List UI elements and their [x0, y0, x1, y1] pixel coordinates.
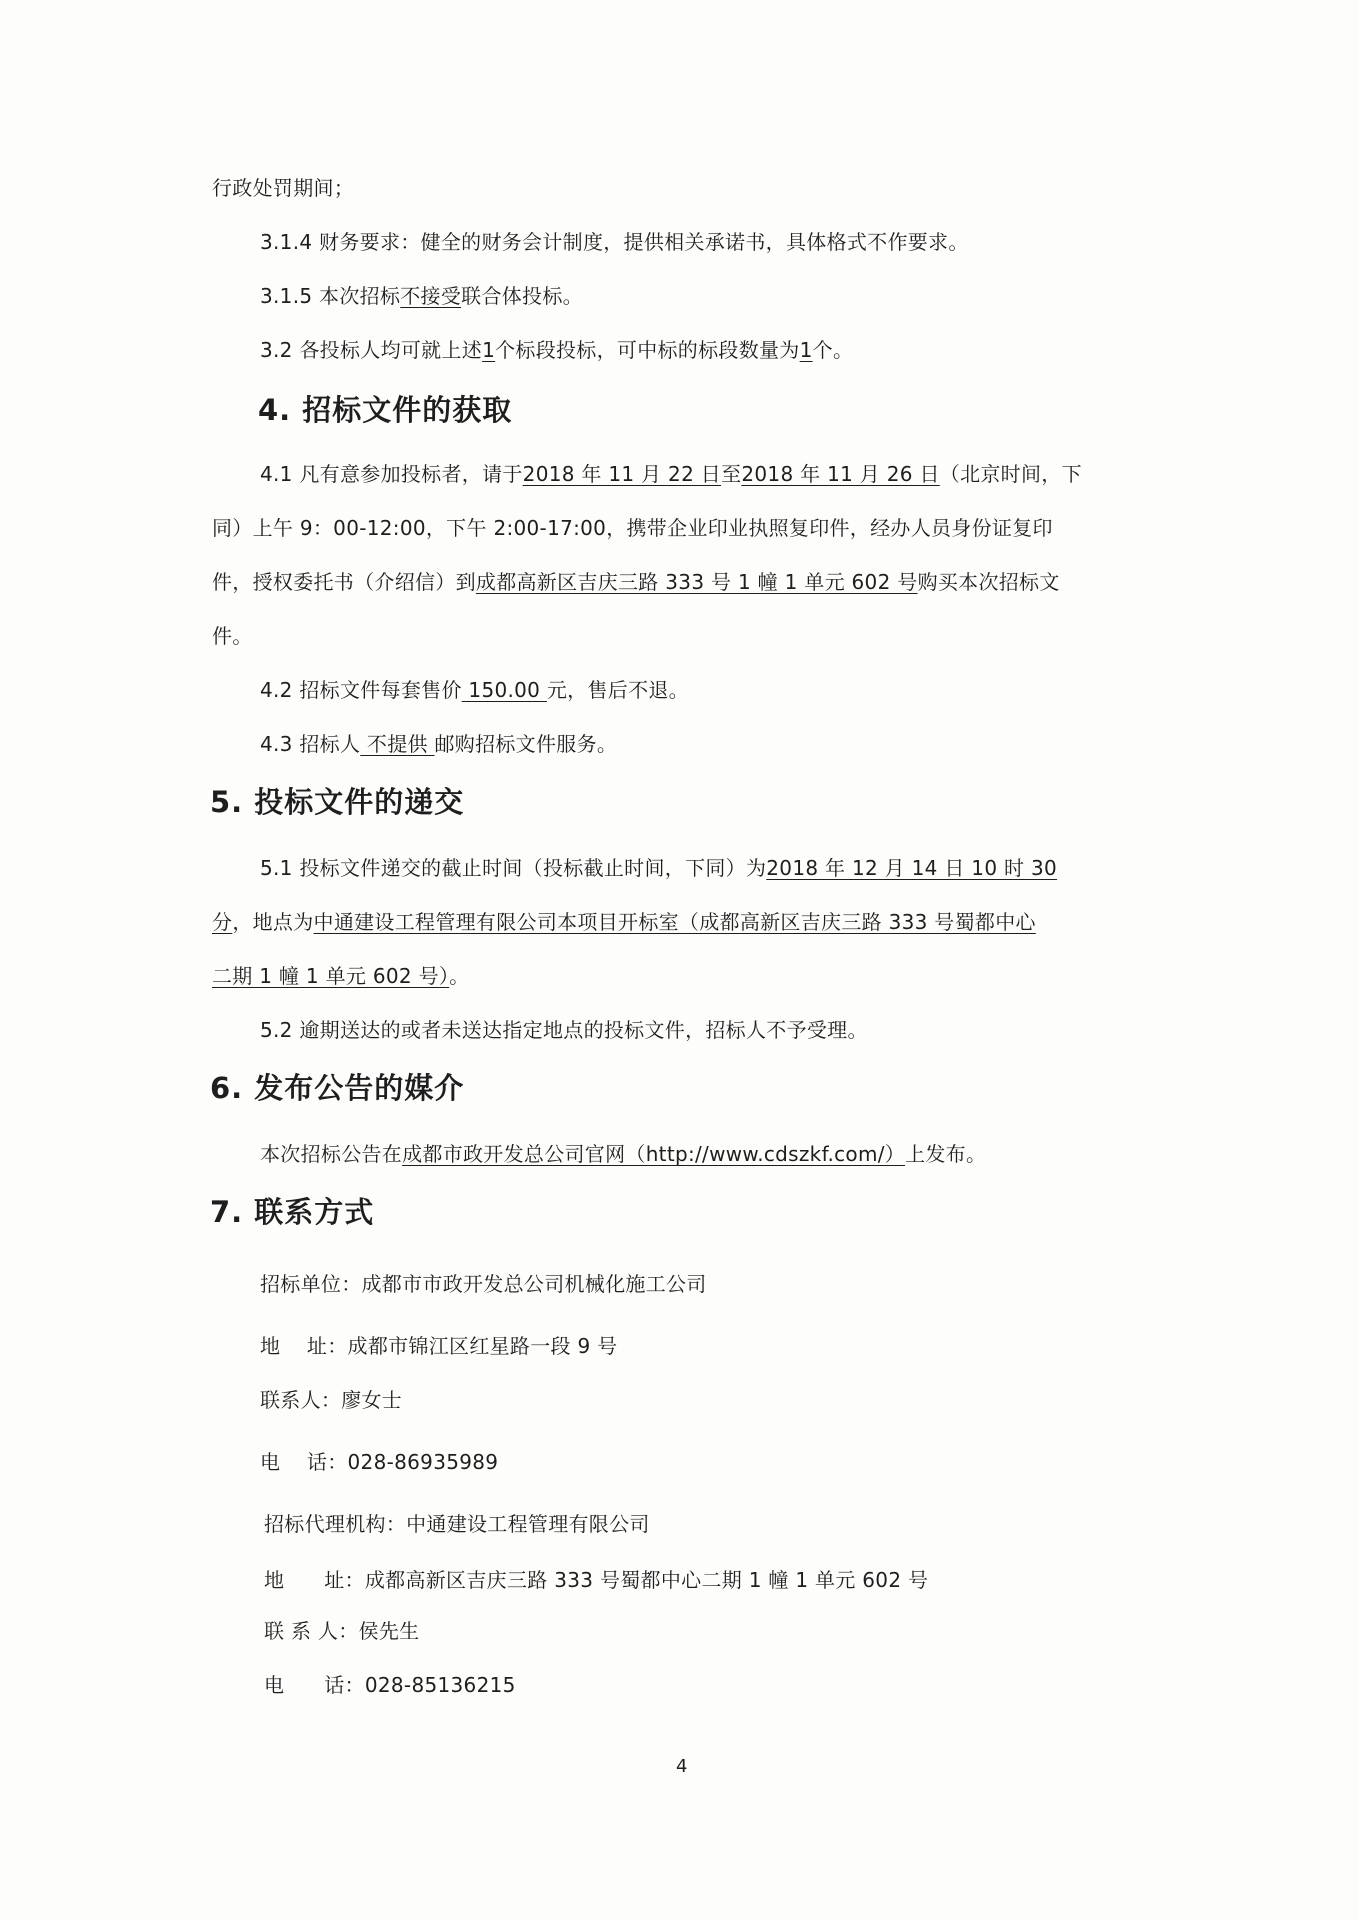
text: 同）上午 9：00-12:00，下午 2:00-17:00，携带企业印业执照复印件，经办人员身份证复印 [212, 516, 1053, 540]
tenderer-contact-row [260, 1386, 402, 1414]
clause-3-2 [260, 336, 853, 364]
clause-5-2 [260, 1016, 868, 1044]
text: 3.1.5 本次招标 [260, 284, 401, 308]
tenderer-label: 招标单位： [260, 1272, 362, 1296]
agent-address-row [264, 1566, 928, 1594]
text: 购买本次招标文 [917, 570, 1060, 594]
text: 3.1.4 财务要求：健全的财务会计制度，提供相关承诺书，具体格式不作要求。 [260, 230, 969, 254]
contact-value: 廖女士 [341, 1388, 403, 1412]
page-number: 4 [676, 1756, 688, 1777]
section-7-heading: 7. 联系方式 [210, 1195, 375, 1229]
underlined-location: 二期 1 幢 1 单元 602 号） [212, 964, 450, 988]
text: ，地点为 [232, 910, 314, 934]
tenderer-row [260, 1270, 707, 1298]
section-6-heading: 6. 发布公告的媒介 [210, 1071, 465, 1105]
phone-label: 电 话： [260, 1450, 348, 1474]
text: 上发布。 [905, 1142, 987, 1166]
agent-row [264, 1510, 650, 1538]
underlined-value: 1 [482, 338, 496, 362]
text: 个。 [812, 338, 854, 362]
clause-5-1-line1 [260, 854, 1057, 882]
tenderer-value: 成都市市政开发总公司机械化施工公司 [361, 1272, 707, 1296]
address-value: 成都市锦江区红星路一段 9 号 [347, 1334, 618, 1358]
underlined-price: 150.00 [461, 678, 547, 702]
tenderer-phone-row [260, 1448, 498, 1476]
text: 个标段投标，可中标的标段数量为 [495, 338, 800, 362]
clause-4-3 [260, 730, 617, 758]
text: 4.1 凡有意参加投标者，请于 [260, 462, 523, 486]
clause-5-1-line3 [212, 962, 469, 990]
underlined-address: 成都高新区吉庆三路 333 号 1 幢 1 单元 602 号 [475, 570, 918, 594]
agent-address-label: 地 址： [264, 1568, 365, 1592]
text: 元，售后不退。 [546, 678, 689, 702]
agent-label: 招标代理机构： [264, 1512, 407, 1536]
clause-4-2 [260, 676, 689, 704]
text: 4.3 招标人 [260, 732, 361, 756]
agent-value: 中通建设工程管理有限公司 [406, 1512, 650, 1536]
agent-contact-label: 联 系 人： [264, 1619, 359, 1643]
text: 件。 [212, 624, 253, 648]
clause-4-1-line4 [212, 622, 253, 650]
clause-3-1-4 [260, 228, 969, 256]
text: 行政处罚期间； [212, 176, 355, 200]
contact-label: 联系人： [260, 1388, 342, 1412]
underlined-location: 中通建设工程管理有限公司本项目开标室（成都高新区吉庆三路 333 号蜀都中心 [313, 910, 1036, 934]
text: （北京时间，下 [939, 462, 1082, 486]
agent-address-value: 成都高新区吉庆三路 333 号蜀都中心二期 1 幢 1 单元 602 号 [364, 1568, 929, 1592]
underlined-date: 2018 年 11 月 26 日 [741, 462, 940, 486]
agent-contact-value: 侯先生 [358, 1619, 420, 1643]
text: 3.2 各投标人均可就上述 [260, 338, 483, 362]
clause-4-1-line2 [212, 514, 1053, 542]
text: 本次招标公告在 [260, 1142, 403, 1166]
text: 联合体投标。 [461, 284, 583, 308]
tenderer-address-row [260, 1332, 617, 1360]
section-6-body [260, 1140, 986, 1168]
phone-value: 028-86935989 [347, 1450, 499, 1474]
agent-contact-row [264, 1617, 419, 1645]
underlined-website: 成都市政开发总公司官网（http://www.cdszkf.com/） [402, 1142, 906, 1166]
section3-continuation [212, 174, 354, 202]
text: 邮购招标文件服务。 [434, 732, 618, 756]
text: 5.2 逾期送达的或者未送达指定地点的投标文件，招标人不予受理。 [260, 1018, 868, 1042]
text: 。 [449, 964, 470, 988]
underlined-deadline: 分 [212, 910, 233, 934]
agent-phone-label: 电 话： [264, 1673, 365, 1697]
clause-3-1-5 [260, 282, 583, 310]
text: 5.1 投标文件递交的截止时间（投标截止时间，下同）为 [260, 856, 767, 880]
underlined-value: 1 [799, 338, 813, 362]
address-label: 地 址： [260, 1334, 348, 1358]
text: 4.2 招标文件每套售价 [260, 678, 462, 702]
underlined-value: 不提供 [360, 732, 435, 756]
agent-phone-row [264, 1671, 516, 1699]
text: 至 [721, 462, 742, 486]
underlined-value: 不接受 [400, 284, 462, 308]
underlined-deadline: 2018 年 12 月 14 日 10 时 30 [766, 856, 1058, 880]
underlined-date: 2018 年 11 月 22 日 [522, 462, 722, 486]
clause-4-1-line3 [212, 568, 1060, 596]
clause-5-1-line2 [212, 908, 1036, 936]
text: 件，授权委托书（介绍信）到 [212, 570, 476, 594]
section-5-heading: 5. 投标文件的递交 [210, 785, 465, 819]
section-4-heading: 4. 招标文件的获取 [258, 393, 513, 427]
agent-phone-value: 028-85136215 [364, 1673, 516, 1697]
clause-4-1-line1 [260, 460, 1082, 488]
